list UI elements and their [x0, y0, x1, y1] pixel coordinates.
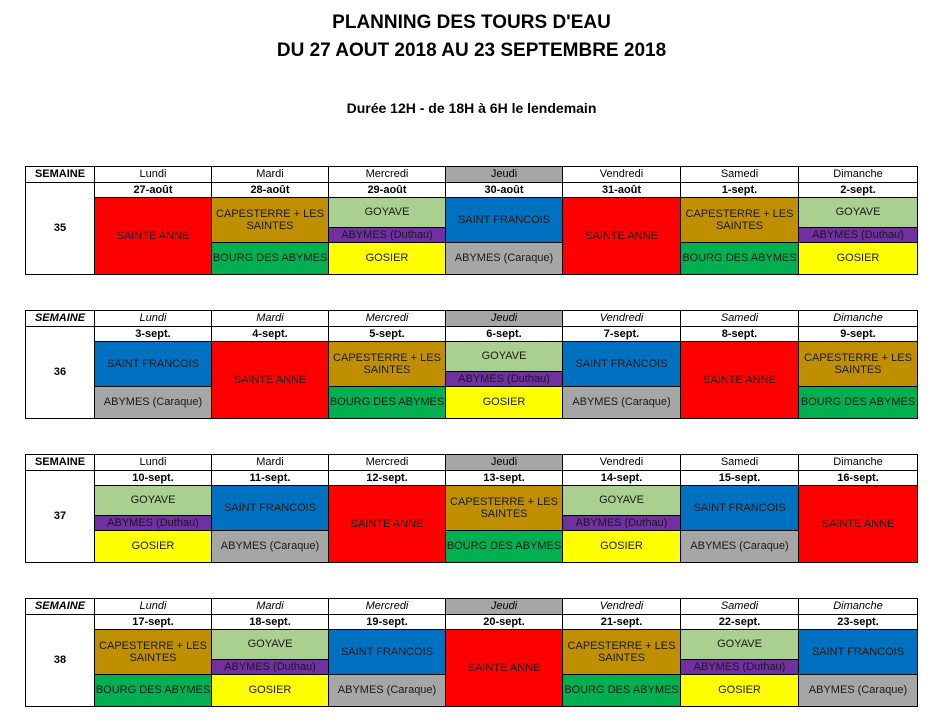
date-cell: 11-sept.: [212, 471, 329, 486]
date-cell: 14-sept.: [563, 471, 681, 486]
date-cell: 17-sept.: [95, 615, 212, 630]
date-cell: 28-août: [212, 183, 329, 198]
date-cell: 6-sept.: [446, 327, 563, 342]
day-header-samedi: Samedi: [681, 599, 799, 615]
day-header-mercredi: Mercredi: [329, 455, 446, 471]
date-cell: 15-sept.: [681, 471, 799, 486]
slot-gosier: GOSIER: [446, 387, 563, 419]
slot-saint-francois: SAINT FRANCOIS: [329, 630, 446, 675]
day-header-jeudi: Jeudi: [446, 599, 563, 615]
day-header-vendredi: Vendredi: [563, 311, 681, 327]
slot-sainte-anne: SAINTE ANNE: [329, 486, 446, 563]
date-cell: 1-sept.: [681, 183, 799, 198]
slot-sainte-anne: SAINTE ANNE: [95, 198, 212, 275]
slot-gosier: GOSIER: [329, 243, 446, 275]
slot-abymes-caraque: ABYMES (Caraque): [329, 675, 446, 707]
day-header-lundi: Lundi: [95, 167, 212, 183]
slot-capesterre: CAPESTERRE + LES SAINTES: [563, 630, 681, 675]
slot-saint-francois: SAINT FRANCOIS: [212, 486, 329, 531]
slot-saint-francois: SAINT FRANCOIS: [446, 198, 563, 243]
day-header-samedi: Samedi: [681, 167, 799, 183]
slot-saint-francois: SAINT FRANCOIS: [799, 630, 918, 675]
slot-saint-francois: SAINT FRANCOIS: [681, 486, 799, 531]
date-range-title: DU 27 AOUT 2018 AU 23 SEPTEMBRE 2018: [276, 40, 667, 61]
day-header-dimanche: Dimanche: [799, 599, 918, 615]
slot-abymes-caraque: ABYMES (Caraque): [799, 675, 918, 707]
semaine-header: SEMAINE: [26, 455, 95, 471]
slot-goyave: GOYAVE: [446, 342, 563, 372]
date-cell: 27-août: [95, 183, 212, 198]
slot-capesterre: CAPESTERRE + LES SAINTES: [212, 198, 329, 243]
day-header-lundi: Lundi: [95, 455, 212, 471]
duration-subtitle: Durée 12H - de 18H à 6H le lendemain: [346, 100, 597, 116]
slot-goyave: GOYAVE: [799, 198, 918, 228]
week-number: 36: [26, 327, 95, 419]
day-header-vendredi: Vendredi: [563, 599, 681, 615]
day-header-mardi: Mardi: [212, 167, 329, 183]
date-cell: 20-sept.: [446, 615, 563, 630]
slot-abymes-duthau: ABYMES (Duthau): [95, 516, 212, 531]
day-header-samedi: Samedi: [681, 311, 799, 327]
date-cell: 2-sept.: [799, 183, 918, 198]
slot-abymes-duthau: ABYMES (Duthau): [212, 660, 329, 675]
week-number: 35: [26, 183, 95, 275]
day-header-vendredi: Vendredi: [563, 167, 681, 183]
week-number: 37: [26, 471, 95, 563]
slot-abymes-caraque: ABYMES (Caraque): [95, 387, 212, 419]
slot-capesterre: CAPESTERRE + LES SAINTES: [95, 630, 212, 675]
date-cell: 30-août: [446, 183, 563, 198]
week-37-table: [25, 454, 918, 563]
slot-saint-francois: SAINT FRANCOIS: [95, 342, 212, 387]
slot-abymes-duthau: ABYMES (Duthau): [681, 660, 799, 675]
week-38-table: [25, 598, 918, 707]
day-header-dimanche: Dimanche: [799, 167, 918, 183]
day-header-jeudi: Jeudi: [446, 311, 563, 327]
date-cell: 7-sept.: [563, 327, 681, 342]
day-header-vendredi: Vendredi: [563, 455, 681, 471]
slot-goyave: GOYAVE: [329, 198, 446, 228]
date-cell: 23-sept.: [799, 615, 918, 630]
date-cell: 18-sept.: [212, 615, 329, 630]
date-cell: 10-sept.: [95, 471, 212, 486]
date-cell: 4-sept.: [212, 327, 329, 342]
date-cell: 31-août: [563, 183, 681, 198]
day-header-dimanche: Dimanche: [799, 311, 918, 327]
date-cell: 12-sept.: [329, 471, 446, 486]
slot-bourg-des-abymes: BOURG DES ABYMES: [446, 531, 563, 563]
slot-sainte-anne: SAINTE ANNE: [446, 630, 563, 707]
slot-abymes-duthau: ABYMES (Duthau): [446, 372, 563, 387]
slot-abymes-duthau: ABYMES (Duthau): [563, 516, 681, 531]
date-cell: 9-sept.: [799, 327, 918, 342]
slot-gosier: GOSIER: [799, 243, 918, 275]
slot-gosier: GOSIER: [681, 675, 799, 707]
slot-capesterre: CAPESTERRE + LES SAINTES: [681, 198, 799, 243]
date-cell: 16-sept.: [799, 471, 918, 486]
slot-goyave: GOYAVE: [95, 486, 212, 516]
slot-bourg-des-abymes: BOURG DES ABYMES: [212, 243, 329, 275]
date-cell: 22-sept.: [681, 615, 799, 630]
slot-bourg-des-abymes: BOURG DES ABYMES: [799, 387, 918, 419]
day-header-jeudi: Jeudi: [446, 455, 563, 471]
slot-abymes-duthau: ABYMES (Duthau): [329, 228, 446, 243]
week-35-table: [25, 166, 918, 275]
day-header-lundi: Lundi: [95, 311, 212, 327]
semaine-header: SEMAINE: [26, 599, 95, 615]
slot-sainte-anne: SAINTE ANNE: [681, 342, 799, 419]
slot-gosier: GOSIER: [563, 531, 681, 563]
slot-capesterre: CAPESTERRE + LES SAINTES: [329, 342, 446, 387]
slot-bourg-des-abymes: BOURG DES ABYMES: [329, 387, 446, 419]
slot-sainte-anne: SAINTE ANNE: [212, 342, 329, 419]
page-title: PLANNING DES TOURS D'EAU: [332, 12, 611, 33]
day-header-samedi: Samedi: [681, 455, 799, 471]
day-header-lundi: Lundi: [95, 599, 212, 615]
slot-goyave: GOYAVE: [563, 486, 681, 516]
day-header-mardi: Mardi: [212, 311, 329, 327]
semaine-header: SEMAINE: [26, 311, 95, 327]
slot-bourg-des-abymes: BOURG DES ABYMES: [563, 675, 681, 707]
slot-goyave: GOYAVE: [212, 630, 329, 660]
slot-goyave: GOYAVE: [681, 630, 799, 660]
slot-capesterre: CAPESTERRE + LES SAINTES: [446, 486, 563, 531]
week-number: 38: [26, 615, 95, 707]
slot-saint-francois: SAINT FRANCOIS: [563, 342, 681, 387]
day-header-mercredi: Mercredi: [329, 311, 446, 327]
slot-abymes-caraque: ABYMES (Caraque): [681, 531, 799, 563]
date-cell: 5-sept.: [329, 327, 446, 342]
slot-abymes-caraque: ABYMES (Caraque): [563, 387, 681, 419]
day-header-mercredi: Mercredi: [329, 599, 446, 615]
slot-gosier: GOSIER: [212, 675, 329, 707]
day-header-mercredi: Mercredi: [329, 167, 446, 183]
day-header-mardi: Mardi: [212, 599, 329, 615]
slot-abymes-caraque: ABYMES (Caraque): [446, 243, 563, 275]
slot-sainte-anne: SAINTE ANNE: [799, 486, 918, 563]
slot-gosier: GOSIER: [95, 531, 212, 563]
date-cell: 3-sept.: [95, 327, 212, 342]
slot-sainte-anne: SAINTE ANNE: [563, 198, 681, 275]
week-36-table: [25, 310, 918, 419]
date-cell: 29-août: [329, 183, 446, 198]
date-cell: 21-sept.: [563, 615, 681, 630]
slot-bourg-des-abymes: BOURG DES ABYMES: [95, 675, 212, 707]
semaine-header: SEMAINE: [26, 167, 95, 183]
slot-abymes-duthau: ABYMES (Duthau): [799, 228, 918, 243]
day-header-jeudi: Jeudi: [446, 167, 563, 183]
date-cell: 19-sept.: [329, 615, 446, 630]
day-header-mardi: Mardi: [212, 455, 329, 471]
date-cell: 13-sept.: [446, 471, 563, 486]
date-cell: 8-sept.: [681, 327, 799, 342]
slot-capesterre: CAPESTERRE + LES SAINTES: [799, 342, 918, 387]
slot-abymes-caraque: ABYMES (Caraque): [212, 531, 329, 563]
slot-bourg-des-abymes: BOURG DES ABYMES: [681, 243, 799, 275]
day-header-dimanche: Dimanche: [799, 455, 918, 471]
